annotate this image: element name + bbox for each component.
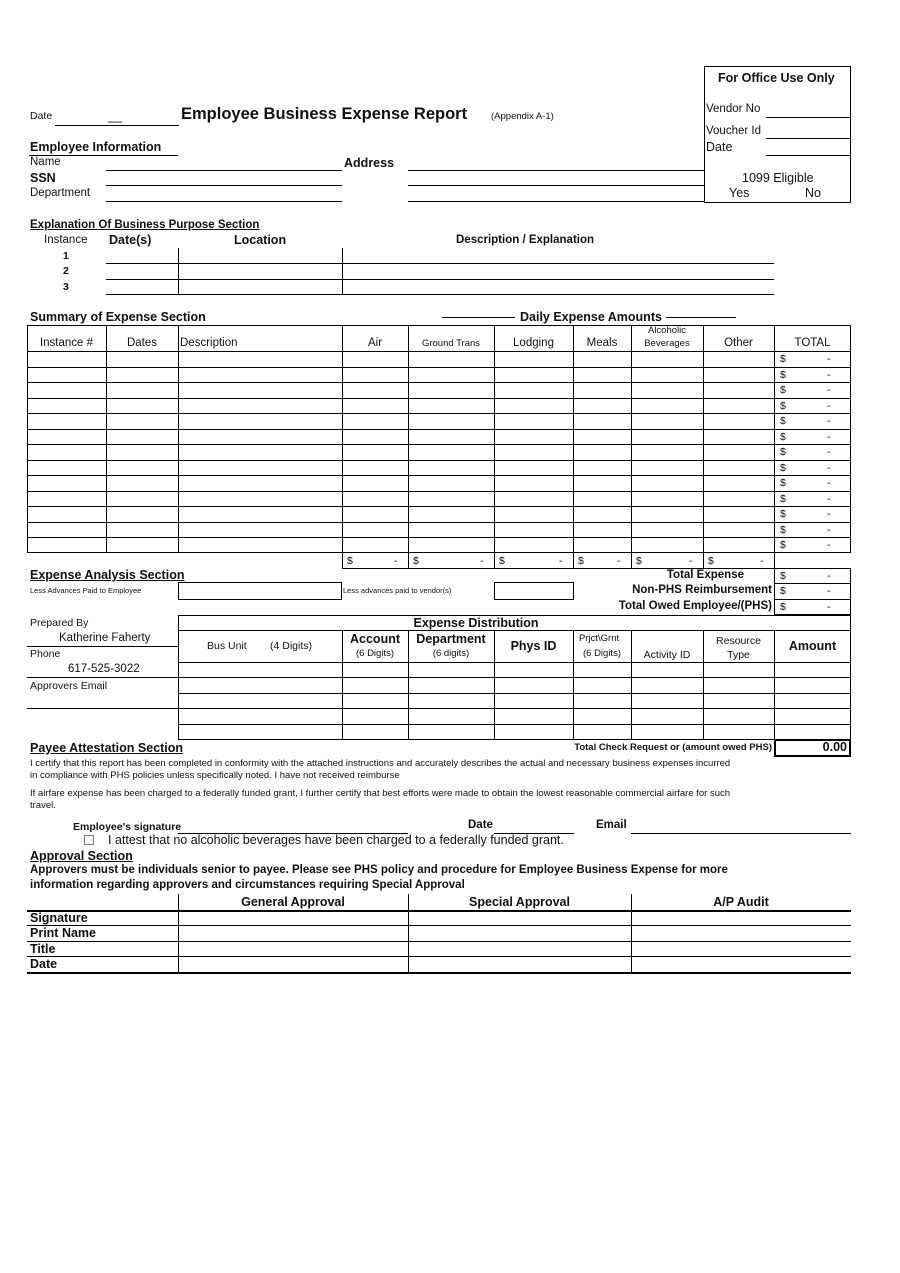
resource-header-2: Type bbox=[727, 649, 750, 661]
column-total-currency: $ bbox=[578, 555, 584, 567]
col-description: Description bbox=[180, 337, 238, 349]
eligible-label: 1099 Eligible bbox=[742, 171, 814, 185]
analysis-heading: Expense Analysis Section bbox=[30, 568, 185, 582]
purpose-row-2: 2 bbox=[63, 265, 69, 277]
date-field[interactable] bbox=[55, 125, 179, 126]
row-total-value: - bbox=[827, 446, 831, 458]
report-title: Employee Business Expense Report bbox=[181, 105, 468, 123]
col-alcoholic-2: Beverages bbox=[644, 338, 690, 349]
col-total: TOTAL bbox=[794, 337, 831, 349]
column-total-value: - bbox=[617, 555, 621, 567]
office-date-field[interactable] bbox=[766, 155, 850, 156]
department-header: Department bbox=[416, 632, 486, 646]
total-expense-currency: $ bbox=[780, 570, 786, 582]
row-total-value: - bbox=[827, 384, 831, 396]
row-total-currency: $ bbox=[780, 384, 786, 396]
department-label: Department bbox=[30, 187, 91, 199]
alcohol-checkbox[interactable] bbox=[84, 835, 94, 845]
row-total-value: - bbox=[827, 415, 831, 427]
activity-id-header: Activity ID bbox=[643, 649, 691, 661]
row-total-currency: $ bbox=[780, 508, 786, 520]
less-advances-vendor: Less advances paid to vendor(s) bbox=[343, 586, 452, 595]
total-check-label: Total Check Request or (amount owed PHS) bbox=[574, 742, 772, 753]
account-header: Account bbox=[350, 632, 400, 646]
col-air: Air bbox=[367, 337, 383, 349]
column-total-value: - bbox=[760, 555, 764, 567]
employee-signature-label: Employee's signature bbox=[73, 821, 182, 833]
purpose-instance-header: Instance bbox=[44, 234, 88, 246]
approval-row-print-name: Print Name bbox=[30, 926, 96, 940]
airfare-line-2: travel. bbox=[30, 800, 56, 811]
bus-unit-header: Bus Unit bbox=[207, 640, 247, 652]
purpose-location-header: Location bbox=[234, 233, 287, 247]
name-label: Name bbox=[30, 156, 61, 168]
department-field[interactable] bbox=[106, 201, 342, 202]
non-phs-label: Non-PHS Reimbursement bbox=[632, 584, 772, 596]
certify-line-2: in compliance with PHS policies unless specifically noted. I have not received reimburse bbox=[30, 770, 400, 781]
address-field-2[interactable] bbox=[408, 185, 704, 186]
purpose-dates-header: Date(s) bbox=[109, 233, 152, 247]
col-other: Other bbox=[724, 337, 753, 349]
col-dates: Dates bbox=[126, 337, 158, 349]
attestation-heading: Payee Attestation Section bbox=[30, 741, 184, 755]
date-label: Date bbox=[30, 110, 53, 122]
purpose-row-1: 1 bbox=[63, 250, 69, 262]
row-total-value: - bbox=[827, 431, 831, 443]
row-total-currency: $ bbox=[780, 493, 786, 505]
row-total-currency: $ bbox=[780, 462, 786, 474]
attest-email-label: Email bbox=[596, 819, 627, 831]
column-total-currency: $ bbox=[499, 555, 505, 567]
row-total-value: - bbox=[827, 508, 831, 520]
row-total-currency: $ bbox=[780, 400, 786, 412]
column-total-currency: $ bbox=[708, 555, 714, 567]
col-ground-trans: Ground Trans bbox=[421, 338, 481, 349]
resource-header-1: Resource bbox=[716, 635, 761, 647]
row-total-value: - bbox=[827, 462, 831, 474]
airfare-line-1: If airfare expense has been charged to a federally funded grant, I further certify that best efforts were made to obtain the lowest reasonable commercial airfare for such bbox=[30, 788, 731, 799]
department-digits: (6 digits) bbox=[432, 648, 470, 659]
row-total-value: - bbox=[827, 400, 831, 412]
row-total-value: - bbox=[827, 524, 831, 536]
row-total-currency: $ bbox=[780, 353, 786, 365]
non-phs-value: - bbox=[827, 585, 831, 597]
distribution-title: Expense Distribution bbox=[413, 616, 539, 630]
vendor-no-label: Vendor No bbox=[706, 103, 761, 115]
approval-row-signature: Signature bbox=[30, 911, 88, 925]
column-total-currency: $ bbox=[413, 555, 419, 567]
account-digits: (6 Digits) bbox=[355, 648, 394, 659]
ssn-field[interactable] bbox=[106, 185, 342, 186]
row-total-value: - bbox=[827, 539, 831, 551]
row-total-value: - bbox=[827, 493, 831, 505]
column-total-value: - bbox=[480, 555, 484, 567]
address-label: Address bbox=[344, 156, 395, 170]
column-total-value: - bbox=[689, 555, 693, 567]
total-expense-value: - bbox=[827, 570, 831, 582]
vendor-no-field[interactable] bbox=[766, 117, 850, 118]
total-owed-currency: $ bbox=[780, 601, 786, 613]
general-approval-header: General Approval bbox=[241, 895, 345, 909]
certify-line-1: I certify that this report has been completed in conformity with the attached instructions and accurately describes the actual and necessary business expenses incurred bbox=[30, 758, 731, 769]
prepared-by-label: Prepared By bbox=[30, 617, 89, 629]
summary-heading: Summary of Expense Section bbox=[30, 310, 206, 324]
office-use-title: For Office Use Only bbox=[718, 71, 835, 85]
name-field[interactable] bbox=[106, 170, 342, 171]
summary-table bbox=[27, 325, 851, 553]
total-check-value: 0.00 bbox=[822, 740, 847, 754]
advances-employee-field[interactable] bbox=[178, 582, 342, 600]
total-owed-value: - bbox=[827, 601, 831, 613]
row-total-currency: $ bbox=[780, 539, 786, 551]
row-total-currency: $ bbox=[780, 369, 786, 381]
prjct-header: Prjct\Grnt bbox=[579, 633, 620, 644]
col-meals: Meals bbox=[586, 337, 618, 349]
alcohol-attest-text: I attest that no alcoholic beverages have been charged to a federally funded grant. bbox=[108, 833, 564, 847]
approval-note-2: information regarding approvers and circumstances requiring Special Approval bbox=[30, 879, 465, 891]
approvers-email-label: Approvers Email bbox=[30, 680, 108, 692]
attest-email-field[interactable] bbox=[631, 833, 851, 834]
voucher-id-field[interactable] bbox=[766, 138, 850, 139]
col-lodging: Lodging bbox=[513, 337, 554, 349]
purpose-heading: Explanation Of Business Purpose Section bbox=[30, 219, 260, 231]
approval-row-date: Date bbox=[30, 957, 58, 971]
row-total-currency: $ bbox=[780, 446, 786, 458]
address-field-3[interactable] bbox=[408, 201, 704, 202]
appendix-label: (Appendix A-1) bbox=[491, 111, 554, 122]
approval-row-title: Title bbox=[30, 942, 56, 956]
total-owed-label: Total Owed Employee/(PHS) bbox=[618, 600, 772, 612]
column-total-currency: $ bbox=[636, 555, 642, 567]
preparer-name: Katherine Faherty bbox=[59, 632, 151, 644]
non-phs-currency: $ bbox=[780, 585, 786, 597]
bus-unit-digits: (4 Digits) bbox=[270, 640, 313, 652]
date-value: __ bbox=[108, 109, 122, 123]
approval-note-1: Approvers must be individuals senior to payee. Please see PHS policy and procedure for Employee Business Expense for more bbox=[30, 864, 728, 876]
row-total-value: - bbox=[827, 477, 831, 489]
phone-value: 617-525-3022 bbox=[68, 663, 140, 675]
special-approval-header: Special Approval bbox=[469, 895, 570, 909]
ssn-label: SSN bbox=[30, 171, 56, 185]
approvers-email-field[interactable] bbox=[27, 708, 178, 709]
eligible-yes[interactable]: Yes bbox=[729, 186, 750, 200]
row-total-currency: $ bbox=[780, 524, 786, 536]
ap-audit-header: A/P Audit bbox=[713, 895, 769, 909]
employee-info-heading: Employee Information bbox=[30, 140, 162, 154]
purpose-description-header: Description / Explanation bbox=[456, 234, 595, 246]
prjct-digits: (6 Digits) bbox=[582, 648, 621, 659]
approval-heading: Approval Section bbox=[30, 849, 133, 863]
row-total-value: - bbox=[827, 369, 831, 381]
purpose-row-3: 3 bbox=[63, 281, 69, 293]
column-total-value: - bbox=[559, 555, 563, 567]
less-advances-employee: Less Advances Paid to Employee bbox=[30, 586, 142, 595]
phys-id-header: Phys ID bbox=[510, 639, 557, 653]
column-total-currency: $ bbox=[347, 555, 353, 567]
office-date-label: Date bbox=[706, 140, 733, 154]
column-total-value: - bbox=[394, 555, 398, 567]
address-field-1[interactable] bbox=[408, 170, 704, 171]
amount-header: Amount bbox=[788, 639, 837, 653]
eligible-no[interactable]: No bbox=[805, 186, 821, 200]
row-total-currency: $ bbox=[780, 431, 786, 443]
row-total-currency: $ bbox=[780, 415, 786, 427]
attest-date-label: Date bbox=[468, 819, 493, 831]
col-instance: Instance # bbox=[39, 337, 94, 349]
col-alcoholic-1: Alcoholic bbox=[647, 325, 687, 336]
voucher-id-label: Voucher Id bbox=[706, 125, 761, 137]
total-expense-label: Total Expense bbox=[666, 569, 744, 581]
daily-amounts-label: Daily Expense Amounts bbox=[520, 310, 662, 324]
row-total-currency: $ bbox=[780, 477, 786, 489]
phone-label: Phone bbox=[30, 648, 61, 660]
row-total-value: - bbox=[827, 353, 831, 365]
